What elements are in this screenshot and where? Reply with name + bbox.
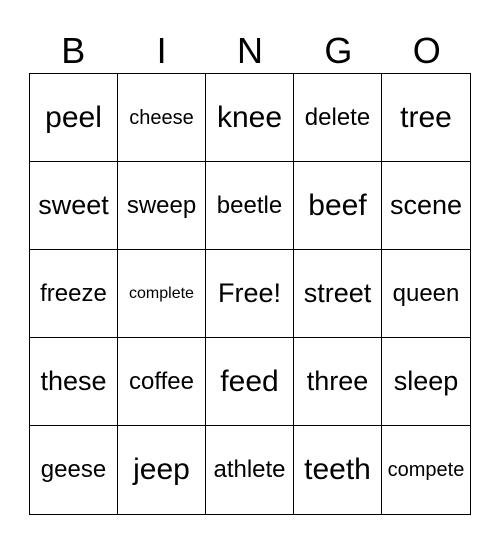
bingo-cell[interactable]: feed (206, 338, 294, 426)
bingo-cell[interactable]: jeep (118, 426, 206, 514)
header-letter-g: G (324, 30, 353, 71)
bingo-cell[interactable]: beef (294, 162, 382, 250)
free-space-cell[interactable]: Free! (206, 250, 294, 338)
bingo-cell[interactable]: geese (30, 426, 118, 514)
header-letter-o: O (412, 30, 441, 71)
bingo-board (29, 73, 471, 515)
bingo-cell[interactable]: coffee (118, 338, 206, 426)
header-letter-b: B (61, 30, 86, 71)
bingo-cell[interactable]: queen (382, 250, 470, 338)
bingo-cell[interactable]: knee (206, 74, 294, 162)
bingo-cell[interactable]: tree (382, 74, 470, 162)
bingo-cell[interactable]: street (294, 250, 382, 338)
bingo-header (29, 28, 471, 74)
bingo-cell[interactable]: freeze (30, 250, 118, 338)
bingo-cell[interactable]: complete (118, 250, 206, 338)
bingo-cell[interactable]: teeth (294, 426, 382, 514)
bingo-cell[interactable]: sweet (30, 162, 118, 250)
header-letter-n: N (236, 30, 263, 71)
header-letter-i: I (156, 30, 167, 71)
bingo-cell[interactable]: these (30, 338, 118, 426)
bingo-cell[interactable]: scene (382, 162, 470, 250)
bingo-cell[interactable]: sleep (382, 338, 470, 426)
bingo-cell[interactable]: sweep (118, 162, 206, 250)
bingo-cell[interactable]: beetle (206, 162, 294, 250)
bingo-cell[interactable]: cheese (118, 74, 206, 162)
bingo-cell[interactable]: compete (387, 459, 465, 481)
bingo-cell[interactable]: three (294, 338, 382, 426)
bingo-cell[interactable]: peel (30, 74, 118, 162)
bingo-cell[interactable]: delete (294, 74, 382, 162)
bingo-cell[interactable]: athlete (206, 426, 294, 514)
